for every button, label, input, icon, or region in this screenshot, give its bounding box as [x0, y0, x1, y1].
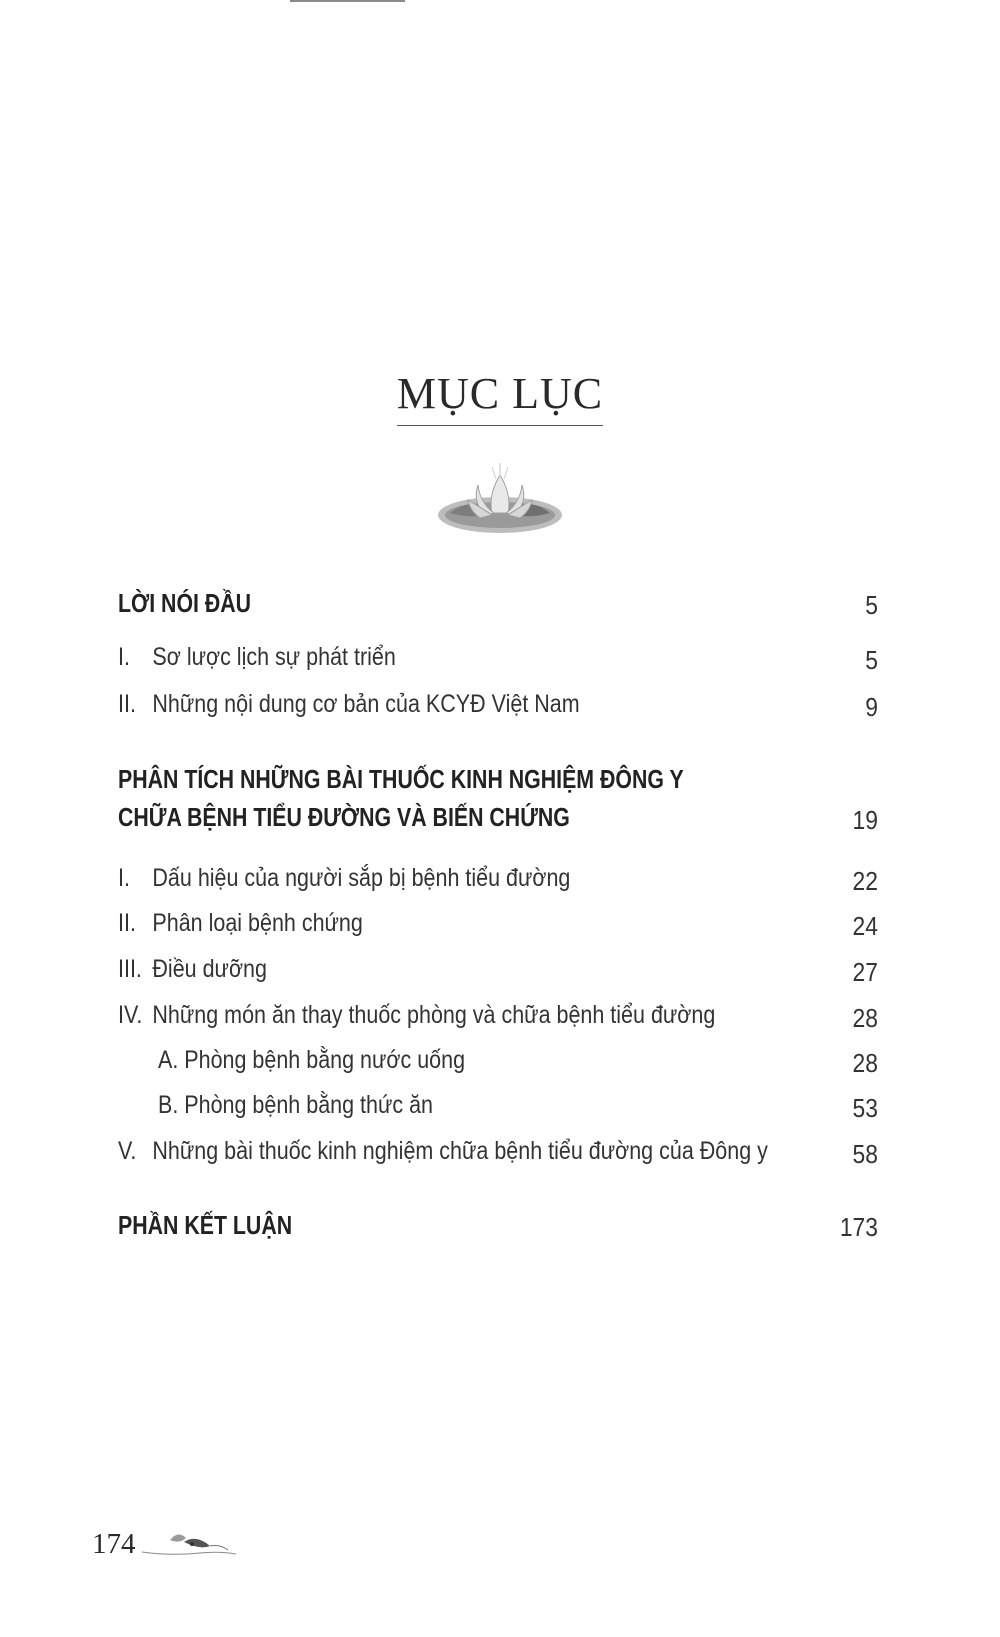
toc-entry-label: Phân loại bệnh chứng [152, 909, 363, 937]
toc-entry-number: IV. [118, 1001, 143, 1029]
toc-entry-label: Sơ lược lịch sự phát triển [152, 643, 396, 671]
toc-entry-page: 22 [852, 866, 878, 896]
top-rule [290, 0, 405, 2]
page-title: MỤC LỤC [397, 368, 603, 426]
toc-entry-number: I. [118, 643, 130, 671]
footer-flourish-icon [140, 1520, 240, 1560]
toc-entry-label: Những nội dung cơ bản của KCYĐ Việt Nam [152, 690, 580, 718]
toc-entry [118, 643, 772, 672]
toc-entry-label: Những món ăn thay thuốc phòng và chữa bệnh tiểu đường [152, 1001, 716, 1029]
toc-entry-label: Dấu hiệu của người sắp bị bệnh tiểu đường [152, 864, 571, 892]
toc-entry-page: 9 [865, 692, 878, 722]
toc-entry-page: 58 [852, 1139, 878, 1169]
toc-heading-page: 173 [839, 1212, 878, 1242]
toc-entry-number: III. [118, 955, 142, 983]
toc-entry-page: 24 [852, 911, 878, 941]
toc-entry-page: 28 [852, 1048, 878, 1078]
toc-subentry [158, 1091, 812, 1120]
toc-entry [118, 1001, 772, 1030]
toc-subentry [158, 1046, 812, 1075]
toc-entry [118, 1137, 772, 1166]
toc-entry [118, 955, 772, 984]
toc-entry-page: 28 [852, 1003, 878, 1033]
toc-heading-analysis-line1: PHÂN TÍCH NHỮNG BÀI THUỐC KINH NGHIỆM ĐÔNG Y [118, 764, 684, 794]
toc-entry [118, 690, 772, 719]
toc-heading-intro: LỜI NÓI ĐẦU [118, 588, 252, 618]
toc-entry-page: 27 [852, 957, 878, 987]
toc-heading-conclusion: PHẦN KẾT LUẬN [118, 1210, 293, 1240]
toc-entry-label: Những bài thuốc kinh nghiệm chữa bệnh tiểu đường của Đông y [152, 1137, 768, 1165]
toc-entry [118, 864, 772, 893]
toc-title-wrap [0, 368, 1000, 426]
toc-entry-page: 53 [852, 1093, 878, 1123]
toc-entry [118, 909, 772, 938]
toc-entry-label: B. Phòng bệnh bằng thức ăn [158, 1091, 433, 1119]
toc-entry-number: I. [118, 864, 130, 892]
toc-entry-number: II. [118, 909, 136, 937]
toc-heading-page: 19 [852, 805, 878, 835]
lotus-flower-icon [430, 455, 570, 545]
toc-entry-number: V. [118, 1137, 137, 1165]
toc-entry-label: Điều dưỡng [152, 955, 267, 983]
toc-entry-page: 5 [865, 645, 878, 675]
toc-heading-page: 5 [865, 590, 878, 620]
toc-entry-number: II. [118, 690, 136, 718]
toc-entry-label: A. Phòng bệnh bằng nước uống [158, 1046, 466, 1074]
page-number: 174 [92, 1528, 136, 1560]
toc-heading-analysis-line2: CHỮA BỆNH TIỂU ĐƯỜNG VÀ BIẾN CHỨNG [118, 802, 570, 832]
